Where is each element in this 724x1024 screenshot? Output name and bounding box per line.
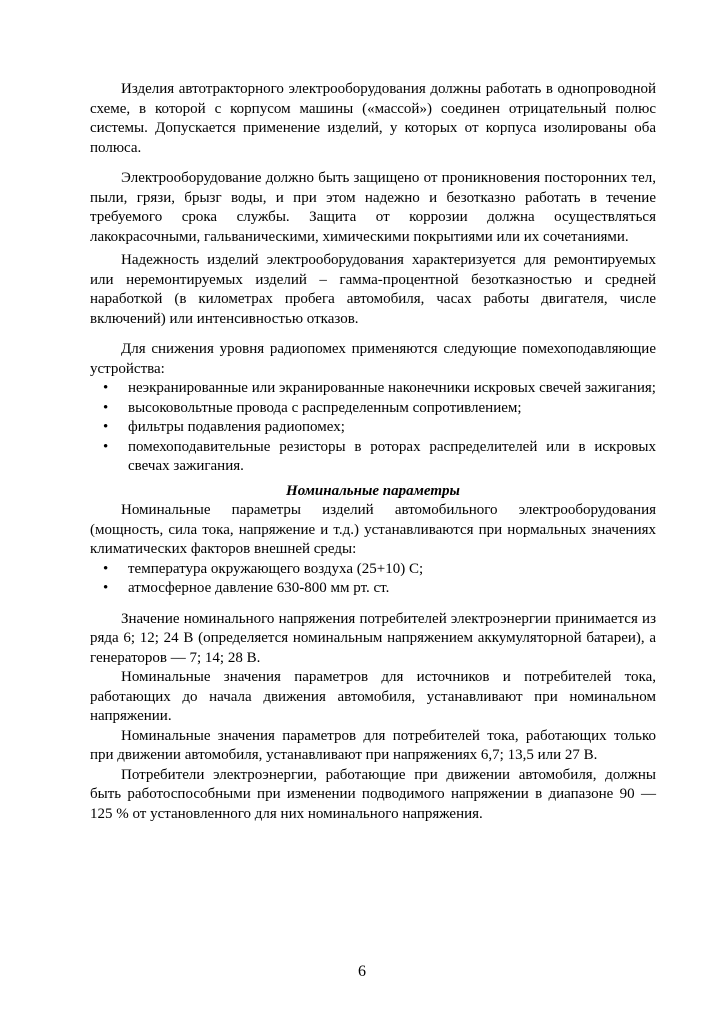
section-heading: Номинальные параметры [286, 482, 460, 499]
paragraph-voltage-range: Потребители электроэнергии, работающие при движении автомобиля, должны быть работоспособными при изменении подводимого напряжении в диапазоне 90 — 125 % от установленного для них номинального напряжения. [90, 766, 656, 822]
bullet-icon: • [103, 380, 109, 396]
paragraph-reliability: Надежность изделий электрооборудования характеризуется для ремонтируемых или неремонтируемых изделий – гамма-процентной безотказностью и средней наработкой (в километрах пробега автомобиля, часах работы двигателя, числе включений) или интенсивностью отказов. [90, 252, 656, 327]
bullet-icon: • [103, 419, 109, 435]
list-item: • атмосферное давление 630-800 мм рт. ст. [90, 579, 656, 599]
bullet-icon: • [103, 399, 109, 416]
list-item: • фильтры подавления радиопомех; [90, 418, 656, 438]
list-item: • высоковольтные провода с распределенным сопротивлением; [90, 399, 656, 419]
bullet-icon: • [103, 580, 109, 596]
suppression-devices-list [90, 379, 656, 477]
paragraph-protection: Электрооборудование должно быть защищено от проникновения посторонних тел, пыли, грязи, брызг воды, и при этом надежно и безотказно работать в течение требуемого срока службы. Защита от коррозии должна осуществляться лакокрасочными, гальваническими, химическими покрытиями или их сочетаниями. [90, 170, 656, 245]
paragraph-before-motion: Номинальные значения параметров для источников и потребителей тока, работающих до начала движения автомобиля, устанавливают при номинальном напряжении. [90, 669, 656, 724]
paragraph-nominal-intro: Номинальные параметры изделий автомобильного электрооборудования (мощность, сила тока, напряжение и т.д.) устанавливаются при нормальных значениях климатических факторов внешней среды: [90, 502, 656, 557]
paragraph-nominal-voltage: Значение номинального напряжения потребителей электроэнергии принимается из ряда 6; 12; 24 В (определяется номинальным напряжением аккумуляторной батареи), а генераторов — 7; 14; 28 В. [90, 610, 656, 666]
list-item: • температура окружающего воздуха (25+10) С; [90, 560, 656, 580]
paragraph-during-motion: Номинальные значения параметров для потребителей тока, работающих только при движении автомобиля, устанавливают при напряжениях 6,7; 13,5 или 27 В. [90, 727, 656, 763]
paragraph-radio-interference: Для снижения уровня радиопомех применяются следующие помехоподавляющие устройства: [90, 341, 656, 377]
bullet-icon: • [103, 560, 109, 577]
page-number: 6 [358, 963, 366, 980]
climate-conditions-list [90, 560, 656, 599]
list-item: • неэкранированные или экранированные наконечники искровых свечей зажигания; [90, 379, 656, 399]
list-item: • помехоподавительные резисторы в роторах распределителей или в искровых свечах зажигания. [103, 438, 656, 474]
bullet-icon: • [103, 438, 109, 455]
paragraph-single-wire-scheme: Изделия автотракторного электрооборудования должны работать в однопроводной схеме, в которой с корпусом машины («массой») соединен отрицательный полюс системы. Допускается применение изделий, у которых от корпуса изолированы оба полюса. [90, 81, 656, 156]
